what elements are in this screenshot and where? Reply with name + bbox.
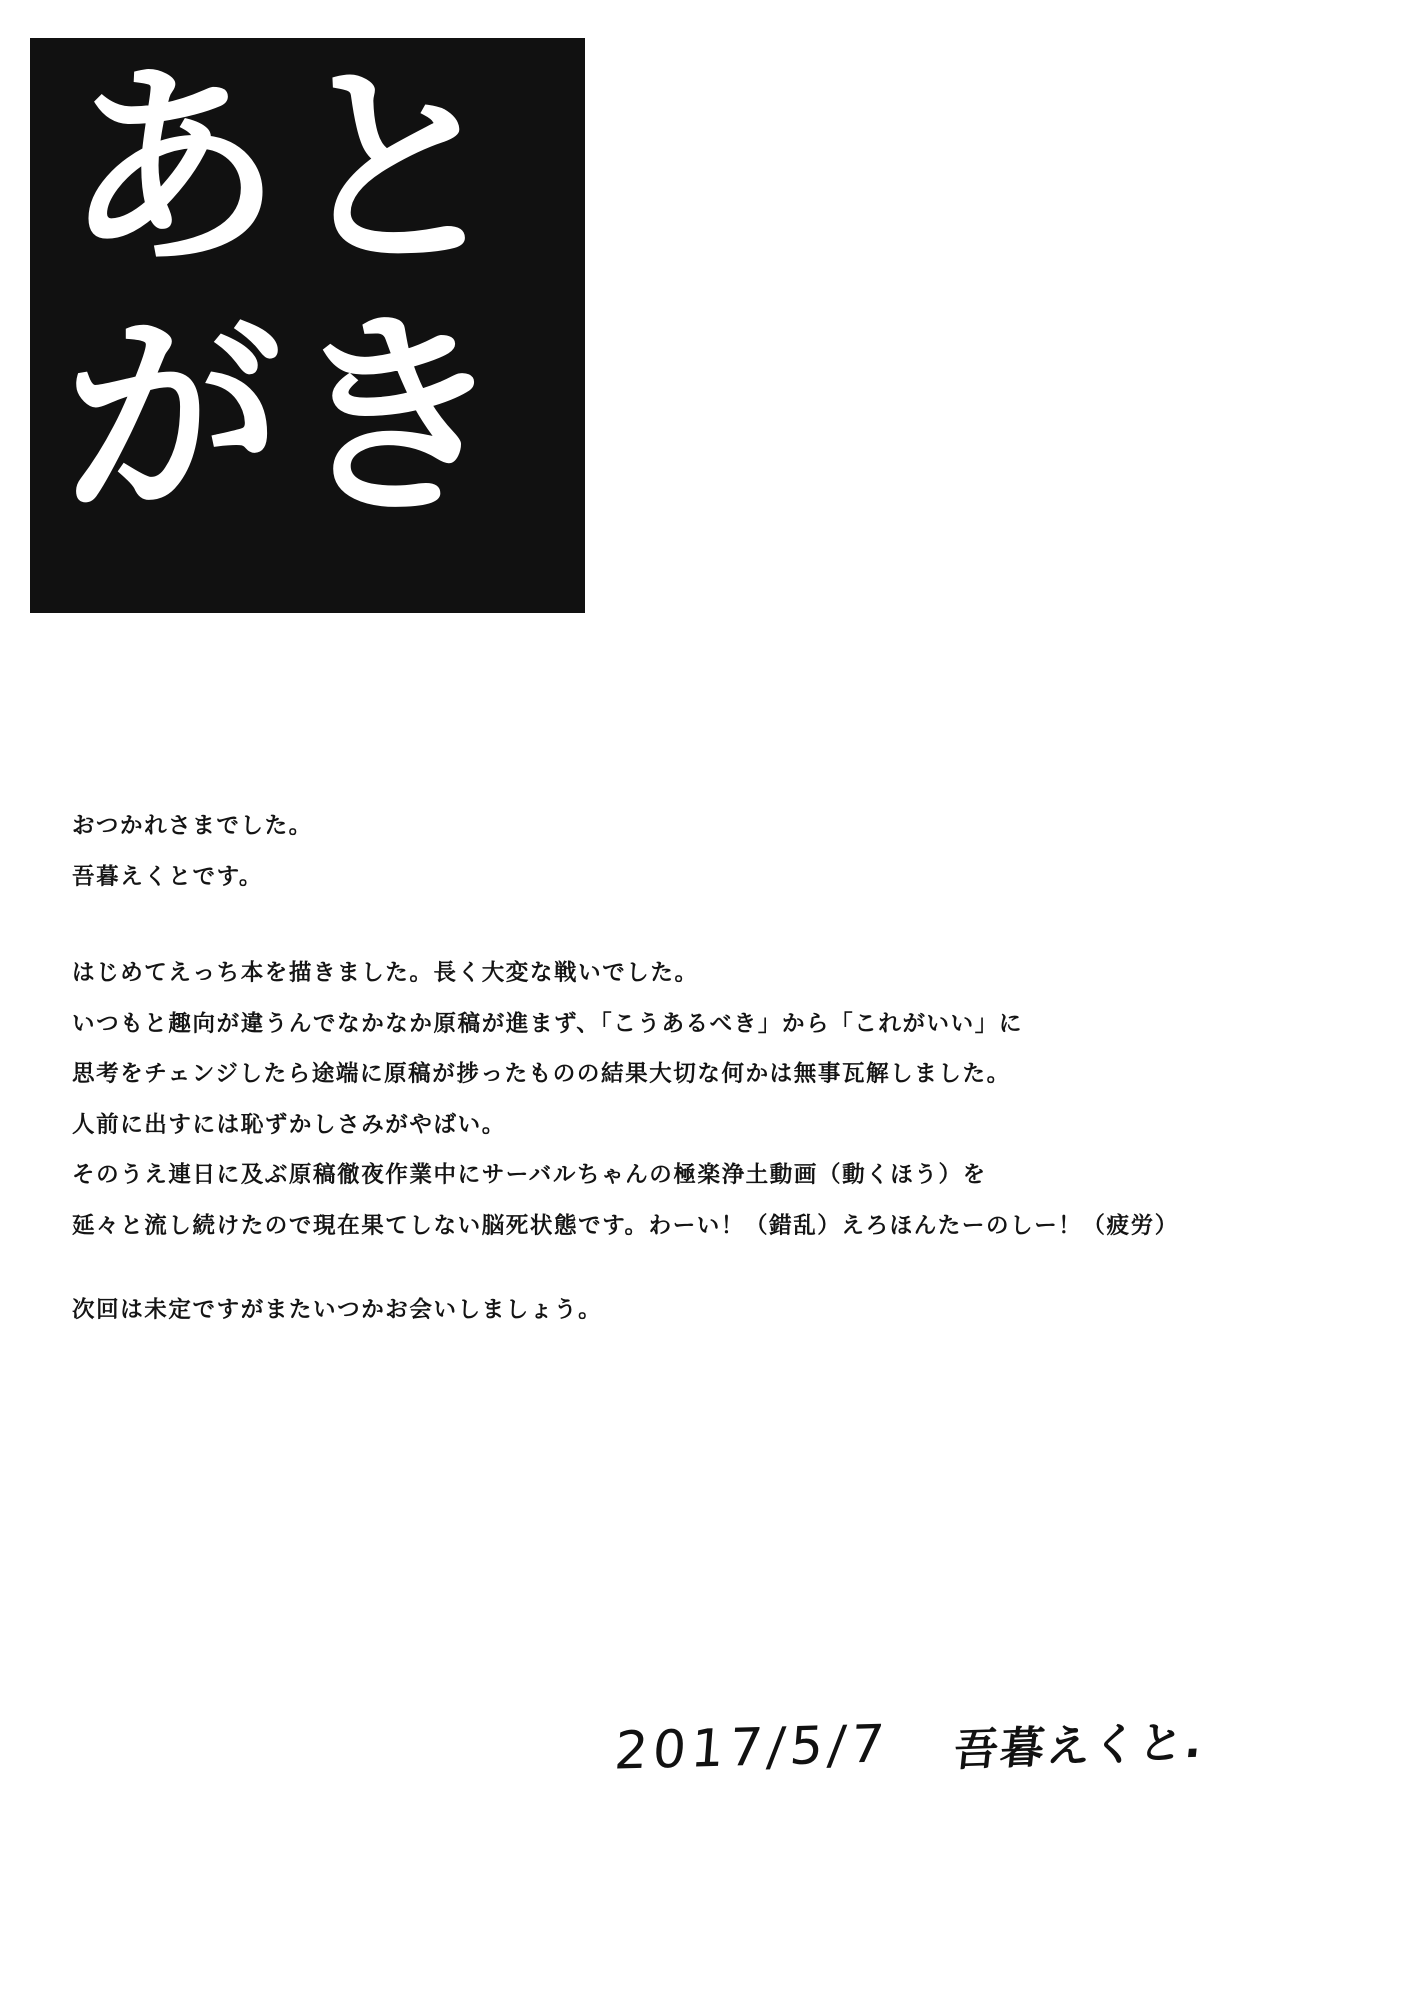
afterword-line: 人前に出すには恥ずかしさみがやばい。: [72, 1111, 506, 1138]
afterword-line: 延々と流し続けたので現在果てしない脳死状態です。わーい！（錯乱）えろほんたーのしー！（疲労）: [72, 1212, 1179, 1239]
afterword-paragraph-3: [72, 1299, 1312, 1322]
signature-row: [600, 1700, 1280, 1810]
paragraph-spacer: [72, 1265, 1312, 1299]
afterword-line: そのうえ連日に及ぶ原稿徹夜作業中にサーバルちゃんの極楽浄土動画（動くほう）を: [72, 1162, 987, 1188]
afterword-line: おつかれさまでした。: [72, 813, 313, 839]
title-line-1: あと: [64, 43, 512, 296]
afterword-paragraph-1: [72, 815, 1312, 888]
afterword-line: はじめてえっち本を描きました。長く大変な戦いでした。: [72, 960, 699, 986]
paragraph-spacer: [72, 916, 1312, 962]
signature-date: 2017/5/7: [612, 1714, 892, 1782]
afterword-line: 吾暮えくとです。: [72, 863, 264, 890]
afterword-line: いつもと趣向が違うんでなかなか原稿が進まず、「こうあるべき」から「これがいい」に: [72, 1010, 1023, 1037]
title-line-2: がき: [64, 292, 512, 546]
signature-name: 吾暮えくと.: [951, 1716, 1207, 1777]
afterword-body: [72, 815, 1312, 1350]
afterword-title-block: [30, 38, 585, 613]
afterword-line: 次回は未定ですがまたいつかお会いしましょう。: [72, 1297, 603, 1323]
afterword-paragraph-2: [72, 962, 1312, 1237]
afterword-line: 思考をチェンジしたら途端に原稿が捗ったものの結果大切な何かは無事瓦解しました。: [72, 1061, 1011, 1087]
